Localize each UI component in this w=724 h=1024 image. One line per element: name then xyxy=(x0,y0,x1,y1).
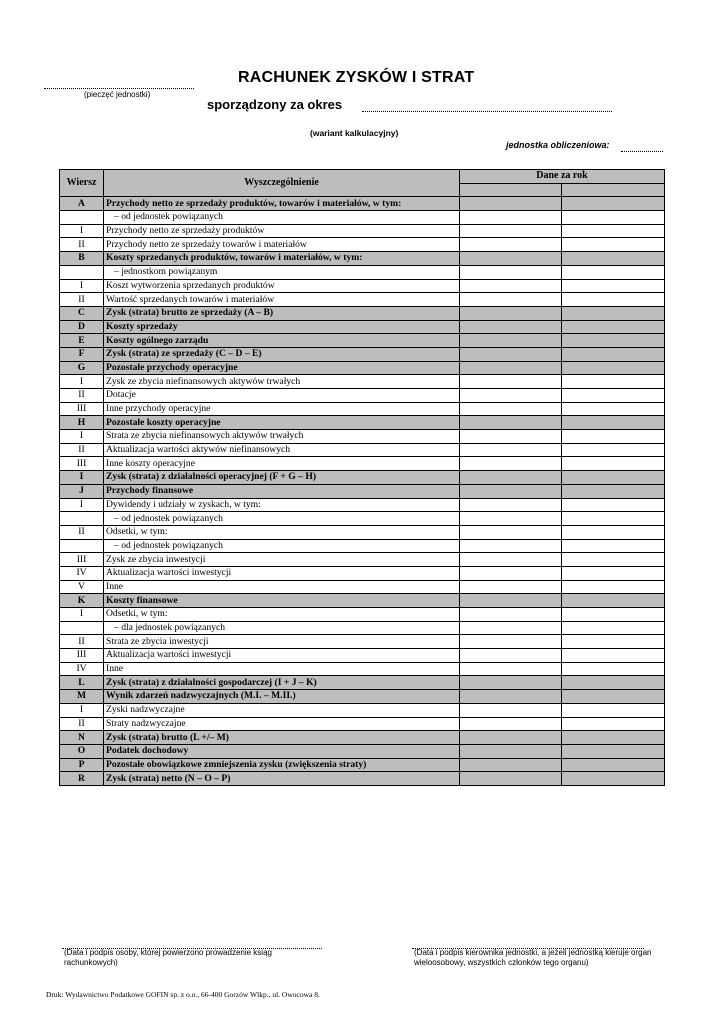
row-label: Dywidendy i udziały w zyskach, w tym: xyxy=(104,498,460,512)
row-label: Koszty sprzedaży xyxy=(104,320,460,334)
value-cell-year-1[interactable] xyxy=(460,621,562,635)
table-row xyxy=(60,265,665,279)
row-id xyxy=(60,265,104,279)
table-row xyxy=(60,676,665,690)
row-id: E xyxy=(60,334,104,348)
value-cell-year-2[interactable] xyxy=(562,676,665,690)
value-cell-year-1[interactable] xyxy=(460,553,562,567)
table-row xyxy=(60,731,665,745)
table-row xyxy=(60,334,665,348)
value-cell-year-1[interactable] xyxy=(460,402,562,416)
value-cell-year-1[interactable] xyxy=(460,580,562,594)
row-id: III xyxy=(60,553,104,567)
value-cell-year-2[interactable] xyxy=(562,197,665,211)
row-id: II xyxy=(60,293,104,307)
row-id: I xyxy=(60,608,104,622)
row-id xyxy=(60,621,104,635)
value-cell-year-2[interactable] xyxy=(562,539,665,553)
row-label: – dla jednostek powiązanych xyxy=(104,621,460,635)
value-cell-year-2[interactable] xyxy=(562,375,665,389)
value-cell-year-2[interactable] xyxy=(562,334,665,348)
row-label: Straty nadzwyczajne xyxy=(104,717,460,731)
value-cell-year-2[interactable] xyxy=(562,211,665,225)
value-cell-year-1[interactable] xyxy=(460,375,562,389)
row-label: Strata ze zbycia niefinansowych aktywów trwałych xyxy=(104,430,460,444)
value-cell-year-2[interactable] xyxy=(562,265,665,279)
table-row xyxy=(60,758,665,772)
row-label: Zysk (strata) z działalności operacyjnej (F + G – H) xyxy=(104,471,460,485)
row-label: Zysk (strata) brutto (L +/– M) xyxy=(104,731,460,745)
table-row xyxy=(60,471,665,485)
value-cell-year-1[interactable] xyxy=(460,484,562,498)
value-cell-year-2[interactable] xyxy=(562,731,665,745)
value-cell-year-1[interactable] xyxy=(460,690,562,704)
value-cell-year-2[interactable] xyxy=(562,443,665,457)
row-id: O xyxy=(60,744,104,758)
table-row xyxy=(60,320,665,334)
unit-field[interactable] xyxy=(621,143,663,152)
value-cell-year-1[interactable] xyxy=(460,498,562,512)
table-row xyxy=(60,553,665,567)
table-row xyxy=(60,649,665,663)
value-cell-year-1[interactable] xyxy=(460,389,562,403)
row-label: – jednostkom powiązanym xyxy=(104,265,460,279)
row-id: L xyxy=(60,676,104,690)
document-title: RACHUNEK ZYSKÓW I STRAT xyxy=(238,69,475,86)
value-cell-year-1[interactable] xyxy=(460,539,562,553)
value-cell-year-1[interactable] xyxy=(460,238,562,252)
row-id: I xyxy=(60,224,104,238)
value-cell-year-1[interactable] xyxy=(460,416,562,430)
value-cell-year-2[interactable] xyxy=(562,279,665,293)
signature-label-manager: (Data i podpis kierownika jednostki, a jeżeli jednostką kieruje organ wieloosobowy, wszystkich członków tego organu) xyxy=(414,948,652,967)
value-cell-year-2[interactable] xyxy=(562,744,665,758)
row-id: III xyxy=(60,457,104,471)
row-id: I xyxy=(60,375,104,389)
value-cell-year-2[interactable] xyxy=(562,512,665,526)
row-id: II xyxy=(60,717,104,731)
value-cell-year-1[interactable] xyxy=(460,525,562,539)
value-cell-year-1[interactable] xyxy=(460,361,562,375)
table-row xyxy=(60,594,665,608)
table-row xyxy=(60,539,665,553)
table-row xyxy=(60,389,665,403)
signature-label-accountant: (Data i podpis osoby, której powierzono prowadzenie ksiąg rachunkowych) xyxy=(64,948,272,967)
value-cell-year-1[interactable] xyxy=(460,252,562,266)
col-header-year-1[interactable] xyxy=(460,183,562,197)
value-cell-year-1[interactable] xyxy=(460,512,562,526)
table-row xyxy=(60,293,665,307)
table-row xyxy=(60,703,665,717)
table-row xyxy=(60,525,665,539)
value-cell-year-1[interactable] xyxy=(460,703,562,717)
table-row xyxy=(60,416,665,430)
row-id: III xyxy=(60,402,104,416)
row-id: IV xyxy=(60,566,104,580)
row-id: C xyxy=(60,306,104,320)
table-row xyxy=(60,402,665,416)
row-label: Pozostałe obowiązkowe zmniejszenia zysku (zwiększenia straty) xyxy=(104,758,460,772)
table-row xyxy=(60,430,665,444)
col-header-row: Wiersz xyxy=(60,170,104,197)
value-cell-year-2[interactable] xyxy=(562,703,665,717)
row-label: Przychody netto ze sprzedaży produktów xyxy=(104,224,460,238)
row-label: Zysk (strata) z działalności gospodarczej (I + J – K) xyxy=(104,676,460,690)
row-label: Pozostałe przychody operacyjne xyxy=(104,361,460,375)
value-cell-year-1[interactable] xyxy=(460,635,562,649)
row-label: – od jednostek powiązanych xyxy=(104,211,460,225)
printer-imprint: Druk: Wydawnictwo Podatkowe GOFIN sp. z o.o., 66-400 Gorzów Wlkp., ul. Owocowa 8. xyxy=(46,990,320,999)
value-cell-year-1[interactable] xyxy=(460,265,562,279)
col-header-data: Dane za rok xyxy=(460,170,665,184)
table-row xyxy=(60,580,665,594)
table-body xyxy=(60,197,665,786)
row-id: F xyxy=(60,347,104,361)
value-cell-year-2[interactable] xyxy=(562,758,665,772)
row-label: Wynik zdarzeń nadzwyczajnych (M.I. – M.II.) xyxy=(104,690,460,704)
row-id xyxy=(60,211,104,225)
row-label: Przychody netto ze sprzedaży produktów, towarów i materiałów, w tym: xyxy=(104,197,460,211)
value-cell-year-1[interactable] xyxy=(460,320,562,334)
value-cell-year-2[interactable] xyxy=(562,649,665,663)
table-row xyxy=(60,279,665,293)
value-cell-year-1[interactable] xyxy=(460,443,562,457)
value-cell-year-2[interactable] xyxy=(562,594,665,608)
unit-label: jednostka obliczeniowa: xyxy=(506,140,610,150)
row-id: II xyxy=(60,238,104,252)
table-row xyxy=(60,238,665,252)
table-row xyxy=(60,443,665,457)
table-row xyxy=(60,608,665,622)
row-label: Odsetki, w tym: xyxy=(104,608,460,622)
table-row xyxy=(60,224,665,238)
table-row xyxy=(60,662,665,676)
row-label: – od jednostek powiązanych xyxy=(104,512,460,526)
row-label: Koszty sprzedanych produktów, towarów i materiałów, w tym: xyxy=(104,252,460,266)
value-cell-year-2[interactable] xyxy=(562,402,665,416)
row-label: Koszt wytworzenia sprzedanych produktów xyxy=(104,279,460,293)
value-cell-year-2[interactable] xyxy=(562,580,665,594)
row-id xyxy=(60,539,104,553)
value-cell-year-1[interactable] xyxy=(460,306,562,320)
table-row xyxy=(60,744,665,758)
row-label: Odsetki, w tym: xyxy=(104,525,460,539)
row-label: Przychody finansowe xyxy=(104,484,460,498)
period-label: sporządzony za okres xyxy=(207,97,343,112)
row-id: K xyxy=(60,594,104,608)
value-cell-year-2[interactable] xyxy=(562,525,665,539)
row-label: Zysk (strata) brutto ze sprzedaży (A – B) xyxy=(104,306,460,320)
row-label: Pozostałe koszty operacyjne xyxy=(104,416,460,430)
value-cell-year-1[interactable] xyxy=(460,676,562,690)
col-header-year-2[interactable] xyxy=(562,183,665,197)
value-cell-year-2[interactable] xyxy=(562,635,665,649)
value-cell-year-2[interactable] xyxy=(562,690,665,704)
row-id: P xyxy=(60,758,104,772)
value-cell-year-2[interactable] xyxy=(562,717,665,731)
row-id: IV xyxy=(60,662,104,676)
row-id: I xyxy=(60,703,104,717)
row-id: I xyxy=(60,471,104,485)
value-cell-year-2[interactable] xyxy=(562,430,665,444)
table-row xyxy=(60,252,665,266)
value-cell-year-2[interactable] xyxy=(562,252,665,266)
table-row xyxy=(60,306,665,320)
value-cell-year-1[interactable] xyxy=(460,430,562,444)
row-id: I xyxy=(60,279,104,293)
row-label: Zysk ze zbycia inwestycji xyxy=(104,553,460,567)
value-cell-year-1[interactable] xyxy=(460,197,562,211)
row-id: D xyxy=(60,320,104,334)
row-id: A xyxy=(60,197,104,211)
row-label: Zysk (strata) ze sprzedaży (C – D – E) xyxy=(104,347,460,361)
row-id xyxy=(60,512,104,526)
row-label: Strata ze zbycia inwestycji xyxy=(104,635,460,649)
value-cell-year-2[interactable] xyxy=(562,347,665,361)
value-cell-year-2[interactable] xyxy=(562,361,665,375)
value-cell-year-1[interactable] xyxy=(460,224,562,238)
row-id: B xyxy=(60,252,104,266)
row-id: I xyxy=(60,498,104,512)
value-cell-year-1[interactable] xyxy=(460,457,562,471)
row-label: Inne koszty operacyjne xyxy=(104,457,460,471)
row-id: V xyxy=(60,580,104,594)
row-label: Zysk ze zbycia niefinansowych aktywów trwałych xyxy=(104,375,460,389)
value-cell-year-1[interactable] xyxy=(460,717,562,731)
row-id: III xyxy=(60,649,104,663)
value-cell-year-2[interactable] xyxy=(562,238,665,252)
table-row xyxy=(60,211,665,225)
row-label: Inne xyxy=(104,662,460,676)
row-id: G xyxy=(60,361,104,375)
row-label: – od jednostek powiązanych xyxy=(104,539,460,553)
row-label: Dotacje xyxy=(104,389,460,403)
value-cell-year-2[interactable] xyxy=(562,553,665,567)
row-id: R xyxy=(60,772,104,786)
value-cell-year-1[interactable] xyxy=(460,566,562,580)
value-cell-year-2[interactable] xyxy=(562,320,665,334)
income-statement-table xyxy=(59,169,665,786)
row-label: Aktualizacja wartości aktywów niefinansowych xyxy=(104,443,460,457)
value-cell-year-1[interactable] xyxy=(460,608,562,622)
table-row xyxy=(60,621,665,635)
value-cell-year-2[interactable] xyxy=(562,416,665,430)
table-row xyxy=(60,347,665,361)
value-cell-year-1[interactable] xyxy=(460,211,562,225)
value-cell-year-2[interactable] xyxy=(562,306,665,320)
value-cell-year-1[interactable] xyxy=(460,758,562,772)
table-row xyxy=(60,635,665,649)
table-row xyxy=(60,690,665,704)
value-cell-year-1[interactable] xyxy=(460,334,562,348)
value-cell-year-2[interactable] xyxy=(562,224,665,238)
row-id: II xyxy=(60,389,104,403)
value-cell-year-2[interactable] xyxy=(562,457,665,471)
row-id: II xyxy=(60,635,104,649)
table-row xyxy=(60,512,665,526)
value-cell-year-1[interactable] xyxy=(460,293,562,307)
value-cell-year-2[interactable] xyxy=(562,498,665,512)
table-row xyxy=(60,717,665,731)
value-cell-year-2[interactable] xyxy=(562,608,665,622)
period-field[interactable] xyxy=(362,103,612,112)
table-row xyxy=(60,197,665,211)
row-label: Koszty ogólnego zarządu xyxy=(104,334,460,348)
value-cell-year-1[interactable] xyxy=(460,594,562,608)
row-label: Koszty finansowe xyxy=(104,594,460,608)
value-cell-year-1[interactable] xyxy=(460,347,562,361)
row-label: Zysk (strata) netto (N – O – P) xyxy=(104,772,460,786)
row-id: I xyxy=(60,430,104,444)
table-row xyxy=(60,375,665,389)
stamp-label: (pieczęć jednostki) xyxy=(84,90,151,99)
row-label: Aktualizacja wartości inwestycji xyxy=(104,649,460,663)
row-id: M xyxy=(60,690,104,704)
row-label: Inne przychody operacyjne xyxy=(104,402,460,416)
row-id: II xyxy=(60,525,104,539)
table-row xyxy=(60,498,665,512)
row-id: H xyxy=(60,416,104,430)
row-label: Zyski nadzwyczajne xyxy=(104,703,460,717)
table-row xyxy=(60,566,665,580)
table-row xyxy=(60,457,665,471)
value-cell-year-2[interactable] xyxy=(562,484,665,498)
row-label: Aktualizacja wartości inwestycji xyxy=(104,566,460,580)
value-cell-year-1[interactable] xyxy=(460,662,562,676)
stamp-line xyxy=(44,80,194,89)
value-cell-year-2[interactable] xyxy=(562,772,665,786)
value-cell-year-1[interactable] xyxy=(460,279,562,293)
value-cell-year-1[interactable] xyxy=(460,649,562,663)
value-cell-year-2[interactable] xyxy=(562,471,665,485)
table-row xyxy=(60,772,665,786)
row-id: II xyxy=(60,443,104,457)
row-id: N xyxy=(60,731,104,745)
value-cell-year-2[interactable] xyxy=(562,662,665,676)
value-cell-year-2[interactable] xyxy=(562,389,665,403)
value-cell-year-2[interactable] xyxy=(562,566,665,580)
value-cell-year-1[interactable] xyxy=(460,471,562,485)
value-cell-year-1[interactable] xyxy=(460,744,562,758)
value-cell-year-1[interactable] xyxy=(460,731,562,745)
col-header-description: Wyszczególnienie xyxy=(104,170,460,197)
row-id: J xyxy=(60,484,104,498)
variant-label: (wariant kalkulacyjny) xyxy=(310,128,399,138)
value-cell-year-2[interactable] xyxy=(562,621,665,635)
row-label: Inne xyxy=(104,580,460,594)
value-cell-year-1[interactable] xyxy=(460,772,562,786)
value-cell-year-2[interactable] xyxy=(562,293,665,307)
row-label: Wartość sprzedanych towarów i materiałów xyxy=(104,293,460,307)
table-row xyxy=(60,361,665,375)
table-row xyxy=(60,484,665,498)
row-label: Przychody netto ze sprzedaży towarów i materiałów xyxy=(104,238,460,252)
row-label: Podatek dochodowy xyxy=(104,744,460,758)
